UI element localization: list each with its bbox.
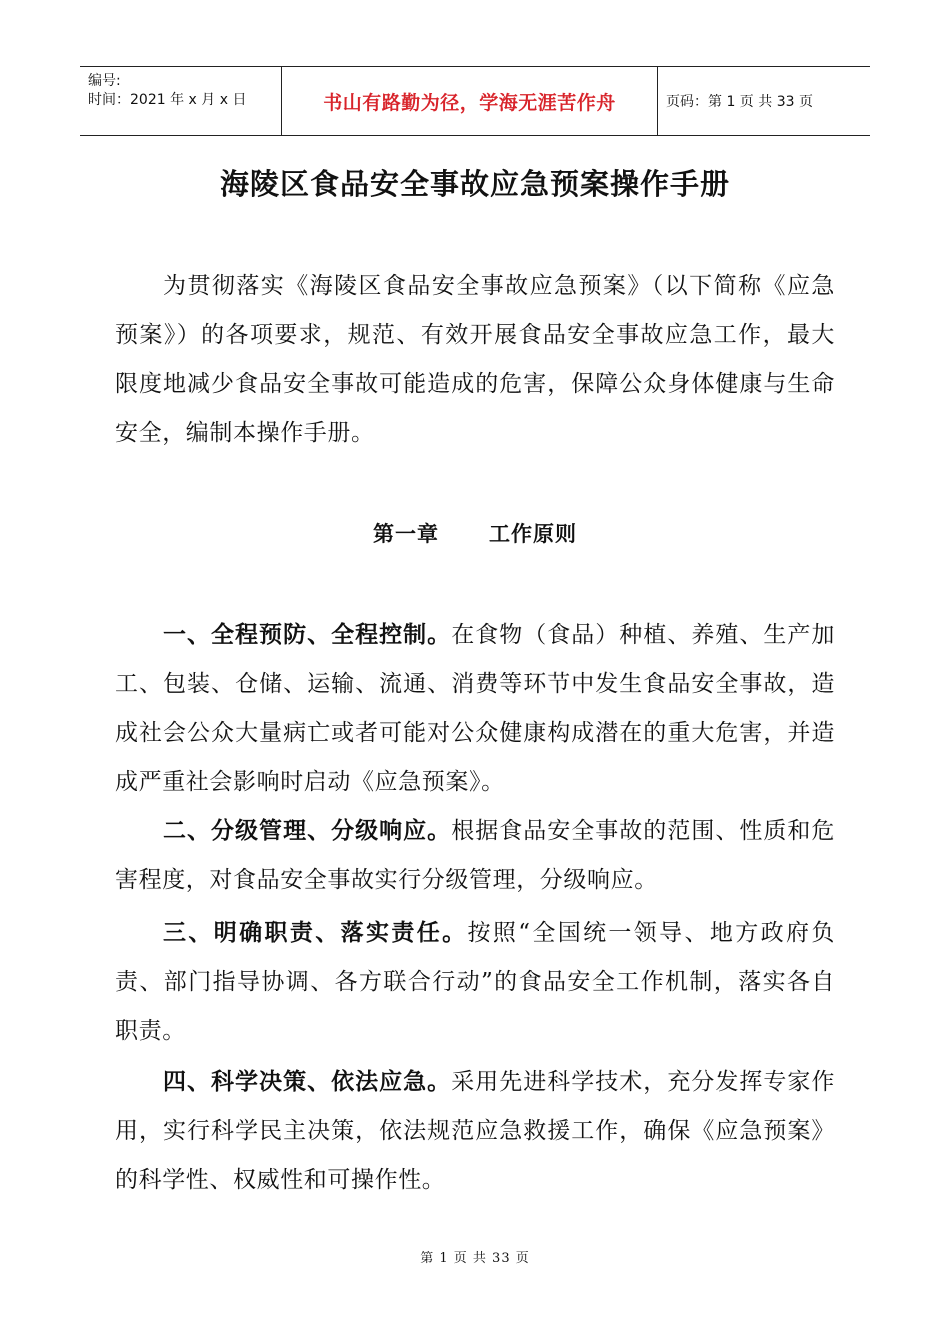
- time-label: 时间：2021 年 x 月 x 日: [88, 92, 247, 108]
- principle-text: 采用先进科学技术，充分发挥专家作用，实行科学民主决策，依法规范应急救援工作，确保《应急预案》的科学性、权威性和可操作性。: [115, 1069, 836, 1193]
- principle-text: 根据食品安全事故的范围、性质和危害程度，对食品安全事故实行分级管理，分级响应。: [115, 818, 836, 893]
- principle-text: 按照“全国统一领导、地方政府负责、部门指导协调、各方联合行动”的食品安全工作机制，落实各自职责。: [115, 920, 835, 1044]
- principle-paragraph: [115, 807, 835, 905]
- principle-paragraph: [115, 1058, 835, 1205]
- principle-lead: 一、全程预防、全程控制。: [163, 622, 452, 648]
- principle-text: 在食物（食品）种植、养殖、生产加工、包装、仓储、运输、流通、消费等环节中发生食品安全事故，造成社会公众大量病亡或者可能对公众健康构成潜在的重大危害，并造成严重社会影响时启动《应急预案》。: [115, 622, 836, 795]
- page-footer: 第 1 页 共 33 页: [420, 1251, 530, 1266]
- intro-paragraph: 为贯彻落实《海陵区食品安全事故应急预案》（以下简称《应急预案》）的各项要求，规范、有效开展食品安全事故应急工作，最大限度地减少食品安全事故可能造成的危害，保障公众身体健康与生命安全，编制本操作手册。: [115, 273, 835, 446]
- chapter-number: 第一章: [373, 522, 439, 546]
- principle-paragraph: [115, 909, 835, 1056]
- chapter-heading: [0, 518, 950, 548]
- document-title: 海陵区食品安全事故应急预案操作手册: [219, 167, 730, 201]
- principle-lead: 二、分级管理、分级响应。: [163, 818, 452, 844]
- header-motto: 书山有路勤为径，学海无涯苦作舟: [282, 67, 658, 135]
- document-header: [80, 66, 870, 136]
- header-page-info: 页码：第 1 页 共 33 页: [666, 94, 813, 110]
- chapter-name: 工作原则: [489, 522, 577, 546]
- principle-lead: 三、明确职责、落实责任。: [163, 920, 468, 946]
- header-meta-cell: [80, 67, 282, 135]
- principle-paragraph: [115, 611, 835, 807]
- principle-lead: 四、科学决策、依法应急。: [163, 1069, 452, 1095]
- number-label: 编号:: [88, 73, 121, 89]
